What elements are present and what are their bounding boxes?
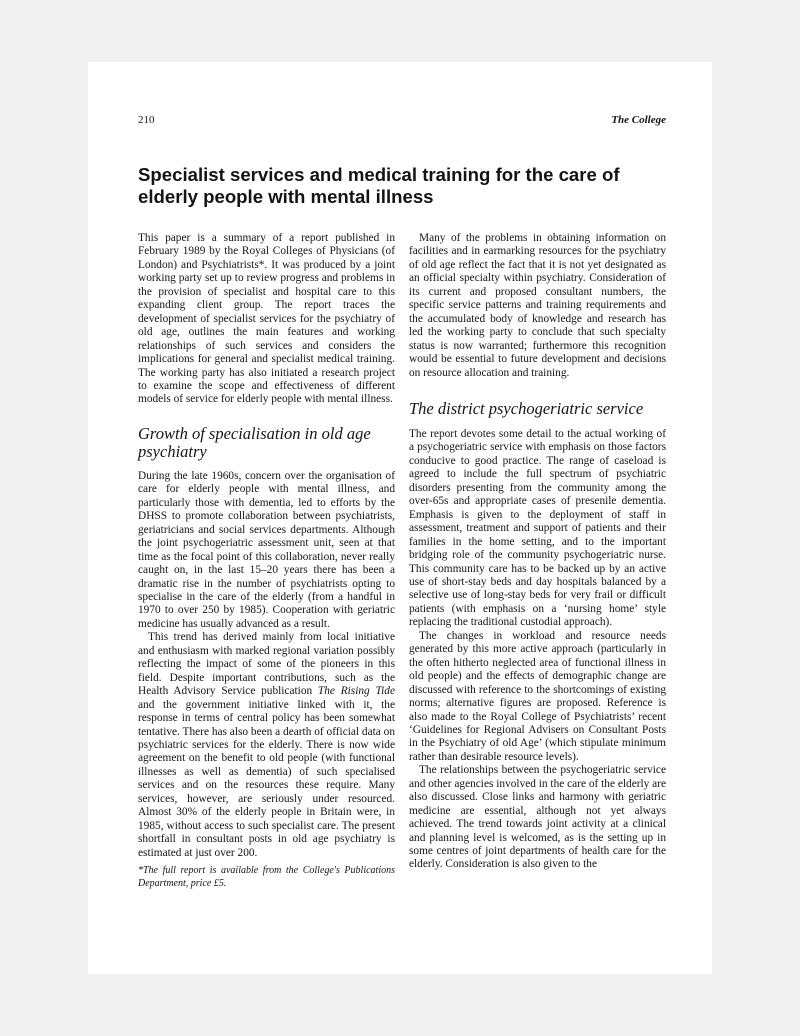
body-paragraph: The report devotes some detail to the actual working of a psychogeriatric service with emphasis on those factors conducive to good practice. The range of caseload is agreed to include the full spectrum of psychiatric disorders presenting from the community among the over-65s and appropriate cases of presenile dementia. Emphasis is given to the deployment of staff in assessment, treatment and support of patients and their families in the home setting, and to the important bridging role of the community psychogeriatric nurse. This community care has to be backed up by an active use of short-stay beds and day hospitals balanced by a selective use of long-stay beds for very frail or difficult patients (with emphasis on a ‘nursing home’ style replacing the traditional custodial approach). [409, 427, 666, 629]
footnote: *The full report is available from the College's Publications Department, price £5. [138, 865, 395, 890]
body-paragraph: Many of the problems in obtaining information on facilities and in earmarking resources for the psychiatry of old age reflect the fact that it is not yet designated as an official specialty within psychiatry. Consideration of its current and proposed consultant numbers, the specific service patterns and training requirements and the accumulated body of knowledge and research has led the working party to conclude that such specialty status is now warranted; furthermore this recognition would be essential to future development and decisions on resource allocation and training. [409, 232, 666, 379]
body-paragraph: During the late 1960s, concern over the organisation of care for elderly people with mental illness, and particularly those with dementia, led to efforts by the DHSS to promote collaboration between psychiatrists, geriatricians and social services departments. Although the joint psychogeriatric assessment unit, seen at that time as the focal point of this collaboration, never really caught on, in the last 15–20 years there has been a dramatic rise in the number of psychiatrists opting to specialise in the care of the elderly (from a handful in 1970 to over 250 by 1985). Cooperation with geriatric medicine has usually advanced as a result. [138, 469, 395, 630]
body-paragraph: The changes in workload and resource needs generated by this more active approach (particularly in the often hitherto neglected area of functional illness in old people) and the effects of demographic change are discussed with reference to the shortcomings of existing norms; alternative figures are proposed. Reference is also made to the Royal College of Psychiatrists’ recent ‘Guidelines for Regional Advisers on Consultant Posts in the Psychiatry of old Age’ (which stipulate minimum rather than desirable resource levels). [409, 629, 666, 763]
intro-paragraph: This paper is a summary of a report published in February 1989 by the Royal Colleges of Physicians (of London) and Psychiatrists*. It was produced by a joint working party set up to review progress and problems in the provision of specialist and hospital care to this expanding client group. The report traces the development of specialist services for the psychiatry of old age, outlines the main features and working relationships of such services and considers the implications for general and specialist medical training. The working party has also initiated a research project to examine the scope and effectiveness of different models of service for elderly people with mental illness. [138, 232, 395, 406]
journal-section: The College [611, 114, 666, 126]
left-column [138, 232, 395, 890]
right-column [409, 232, 666, 872]
publication-title: The Rising Tide [317, 685, 395, 698]
body-paragraph [138, 631, 395, 860]
body-text: This trend has derived mainly from local initiative and enthusiasm with marked regional variation possibly reflecting the impact of some of the pioneers in this field. Despite important contributions, such as the Health Advisory Service publication [138, 631, 395, 698]
body-text: and the government initiative linked with it, the response in terms of central policy has been somewhat tentative. There has also been a dearth of official data on psychiatric services for the elderly. There is now wide agreement on the benefit to old people (with functional illnesses as well as dementia) of such specialised services and on the resources these require. Many services, however, are seriously under resourced. Almost 30% of the elderly people in Britain were, in 1985, without access to such specialist care. The present shortfall in consultant posts in old age psychiatry is estimated at just over 200. [138, 698, 395, 859]
page-number: 210 [138, 114, 155, 126]
section-heading-growth: Growth of specialisation in old age psychiatry [138, 423, 371, 461]
article-title: Specialist services and medical training for the care of elderly people with mental illness [138, 164, 620, 207]
body-paragraph: The relationships between the psychogeriatric service and other agencies involved in the care of the elderly are also discussed. Close links and harmony with geriatric medicine are essential, although not yet always achieved. The trend towards joint activity at a clinical and planning level is welcomed, as is the setting up in some centres of joint departments of health care for the elderly. Consideration is also given to the [409, 764, 667, 871]
section-heading-district: The district psychogeriatric service [409, 398, 644, 418]
